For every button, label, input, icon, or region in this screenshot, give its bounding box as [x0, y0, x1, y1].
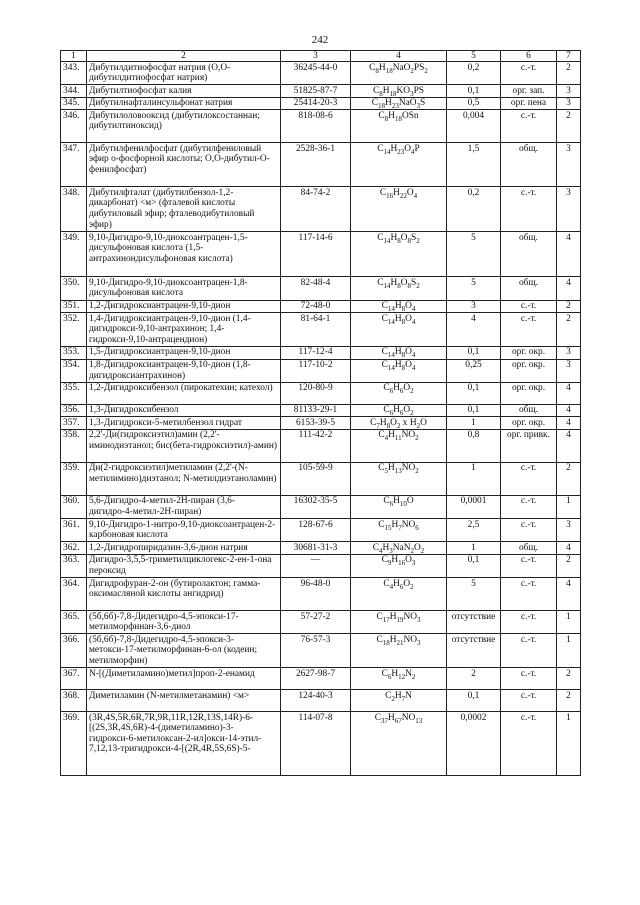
table-row: [61, 462, 581, 495]
norm-value: 1: [447, 542, 501, 555]
hazard-class: 3: [557, 359, 581, 382]
row-number: 354.: [61, 359, 87, 382]
hazard-indicator: с.-т.: [501, 62, 557, 85]
hazard-class: 1: [557, 634, 581, 668]
cas-number: 117-12-4: [281, 346, 351, 359]
hazard-indicator: с.-т.: [501, 110, 557, 143]
norm-value: 0,004: [447, 110, 501, 143]
norm-value: 5: [447, 277, 501, 300]
cas-number: 2528-36-1: [281, 143, 351, 187]
norm-value: 1: [447, 417, 501, 430]
row-number: 343.: [61, 62, 87, 85]
hazard-indicator: с.-т.: [501, 554, 557, 577]
hazard-class: 2: [557, 554, 581, 577]
norm-value: 0,1: [447, 404, 501, 417]
row-number: 359.: [61, 462, 87, 495]
row-number: 366.: [61, 634, 87, 668]
norm-value: 0,1: [447, 85, 501, 98]
cas-number: 36245-44-0: [281, 62, 351, 85]
hazard-class: 3: [557, 187, 581, 232]
chemical-formula: $C_4H_{11}NO_2$: [351, 429, 447, 462]
chemical-formula: $C_{17}H_{19}NO_3$: [351, 611, 447, 634]
row-number: 365.: [61, 611, 87, 634]
row-number: 353.: [61, 346, 87, 359]
cas-number: 16302-35-5: [281, 495, 351, 518]
chemical-formula: $C_{14}H_8O_8S_2$: [351, 232, 447, 277]
norm-value: 0,1: [447, 346, 501, 359]
row-number: 364.: [61, 578, 87, 611]
table-row: [61, 495, 581, 518]
hazard-class: 2: [557, 300, 581, 313]
table-row: [61, 232, 581, 277]
chemical-formula: $C_6H_6O_2$: [351, 382, 447, 404]
norm-value: 0,2: [447, 62, 501, 85]
substance-name: Дибутилфенилфосфат (дибутилфениловый эфир о-фосфорной кислоты; O,O-дибутил-O-фенилфосфат): [87, 143, 281, 187]
substance-name: 1,4-Дигидроксиантрацен-9,10-дион (1,4-дигидрокси-9,10-антрахинон; 1,4-гидрокси-9,10-антрацендион): [87, 313, 281, 347]
table-row: [61, 690, 581, 712]
substance-name: 9,10-Дигидро-9,10-диоксоантрацен-1,8-дисульфоновая кислота: [87, 277, 281, 300]
header-row: [61, 51, 581, 62]
hazard-indicator: орг. окр.: [501, 382, 557, 404]
table-row: [61, 578, 581, 611]
hazard-class: 3: [557, 519, 581, 542]
chemical-formula: $C_2H_7N$: [351, 690, 447, 712]
column-header: 1: [61, 51, 87, 62]
hazard-class: 4: [557, 417, 581, 430]
hazard-class: 1: [557, 712, 581, 776]
row-number: 344.: [61, 85, 87, 98]
norm-value: 0,25: [447, 359, 501, 382]
cas-number: 51825-87-7: [281, 85, 351, 98]
chemical-formula: $C_9H_{16}O_3$: [351, 554, 447, 577]
hazard-indicator: с.-т.: [501, 462, 557, 495]
hazard-indicator: общ.: [501, 143, 557, 187]
cas-number: 72-48-0: [281, 300, 351, 313]
norm-value: 4: [447, 313, 501, 347]
chemical-formula: $C_{37}H_{67}NO_{13}$: [351, 712, 447, 776]
row-number: 363.: [61, 554, 87, 577]
hazard-class: 3: [557, 85, 581, 98]
norm-value: 0,8: [447, 429, 501, 462]
chemical-formula: $C_{14}H_8O_4$: [351, 359, 447, 382]
column-header: 5: [447, 51, 501, 62]
hazard-indicator: с.-т.: [501, 578, 557, 611]
chemical-formula: $C_{14}H_{23}O_4P$: [351, 143, 447, 187]
table-row: [61, 346, 581, 359]
norm-value: 2: [447, 668, 501, 690]
cas-number: 120-80-9: [281, 382, 351, 404]
norm-value: 0,1: [447, 554, 501, 577]
hazard-class: 2: [557, 668, 581, 690]
chemical-formula: $C_5H_{13}NO_2$: [351, 462, 447, 495]
table-row: [61, 668, 581, 690]
chemical-formula: $C_{14}H_8O_4$: [351, 346, 447, 359]
chemical-formula: $C_{15}H_7NO_6$: [351, 519, 447, 542]
substance-name: Дибутилоловооксид (дибутилоксостаннан; дибутилтиноксид): [87, 110, 281, 143]
table-row: [61, 542, 581, 555]
chemical-formula: $C_{16}H_{22}O_4$: [351, 187, 447, 232]
hazard-class: 4: [557, 578, 581, 611]
substance-name: 1,2-Дигидроксибензол (пирокатехин; катехол): [87, 382, 281, 404]
table-row: [61, 110, 581, 143]
table-body: [61, 62, 581, 776]
chemical-formula: $C_6H_{10}O$: [351, 495, 447, 518]
chemical-formula: $C_6H_{12}N_2$: [351, 668, 447, 690]
cas-number: 114-07-8: [281, 712, 351, 776]
hazard-class: 4: [557, 232, 581, 277]
table-row: [61, 611, 581, 634]
chemical-formula: $C_4H_3NaN_2O_2$: [351, 542, 447, 555]
table-row: [61, 277, 581, 300]
table-row: [61, 62, 581, 85]
hazard-indicator: с.-т.: [501, 634, 557, 668]
cas-number: 124-40-3: [281, 690, 351, 712]
page-number: 242: [311, 34, 329, 46]
hazard-class: 4: [557, 404, 581, 417]
table-row: [61, 417, 581, 430]
norm-value: 0,5: [447, 97, 501, 110]
cas-number: 96-48-0: [281, 578, 351, 611]
substance-name: Диметиламин (N-метилметанамин) <м>: [87, 690, 281, 712]
norm-value: 0,0001: [447, 495, 501, 518]
hazard-class: 1: [557, 611, 581, 634]
hazard-class: 3: [557, 346, 581, 359]
cas-number: 82-48-4: [281, 277, 351, 300]
hazard-indicator: с.-т.: [501, 690, 557, 712]
substance-name: 9,10-Дигидро-9,10-диоксоантрацен-1,5-дисульфоновая кислота (1,5-антрахинондисульфоновая кислота): [87, 232, 281, 277]
norm-value: 0,0002: [447, 712, 501, 776]
chemical-formula: $C_6H_6O_2$: [351, 404, 447, 417]
hazard-indicator: с.-т.: [501, 712, 557, 776]
hazard-indicator: с.-т.: [501, 313, 557, 347]
cas-number: 111-42-2: [281, 429, 351, 462]
row-number: 348.: [61, 187, 87, 232]
substance-name: 1,5-Дигидроксиантрацен-9,10-дион: [87, 346, 281, 359]
cas-number: 105-59-9: [281, 462, 351, 495]
substance-name: Дибутилдитиофосфат натрия (O,O-дибутилдитиофосфат натрия): [87, 62, 281, 85]
table-row: [61, 429, 581, 462]
chemical-formula: $C_{14}H_8O_8S_2$: [351, 277, 447, 300]
norm-value: 5: [447, 232, 501, 277]
substance-table: [60, 50, 581, 776]
cas-number: 117-10-2: [281, 359, 351, 382]
hazard-indicator: с.-т.: [501, 611, 557, 634]
table-row: [61, 404, 581, 417]
cas-number: 128-67-6: [281, 519, 351, 542]
substance-name: 1,8-Дигидроксиантрацен-9,10-дион (1,8-дигидроксиантрахинон): [87, 359, 281, 382]
norm-value: 5: [447, 578, 501, 611]
hazard-indicator: орг. окр.: [501, 346, 557, 359]
hazard-indicator: орг. пена: [501, 97, 557, 110]
cas-number: 81-64-1: [281, 313, 351, 347]
hazard-indicator: орг. зап.: [501, 85, 557, 98]
substance-name: (3R,4S,5R,6R,7R,9R,11R,12R,13S,14R)-6-[(2S,3R,4S,6R)-4-(диметиламино)-3-гидрокси-6-метилоксан-2-ил]окси-14-этил- 7,12,13-тригидрокси-4-[(2R,4R,5S,6S)-5-: [87, 712, 281, 776]
chemical-formula: $C_8H_{18}KO_3PS$: [351, 85, 447, 98]
substance-name: 1,2-Дигидроксиантрацен-9,10-дион: [87, 300, 281, 313]
hazard-indicator: с.-т.: [501, 668, 557, 690]
row-number: 362.: [61, 542, 87, 555]
chemical-formula: $C_{14}H_8O_4$: [351, 300, 447, 313]
row-number: 355.: [61, 382, 87, 404]
norm-value: 1,5: [447, 143, 501, 187]
norm-value: отсутствие: [447, 611, 501, 634]
chemical-formula: $C_7H_8O_2$ x $H_2O$: [351, 417, 447, 430]
table-row: [61, 712, 581, 776]
cas-number: 117-14-6: [281, 232, 351, 277]
table-row: [61, 97, 581, 110]
chemical-formula: $C_{18}H_{21}NO_3$: [351, 634, 447, 668]
column-header: 2: [87, 51, 281, 62]
chemical-formula: $C_{18}H_{23}NaO_3S$: [351, 97, 447, 110]
column-header: 7: [557, 51, 581, 62]
cas-number: 30681-31-3: [281, 542, 351, 555]
hazard-class: 2: [557, 690, 581, 712]
norm-value: 3: [447, 300, 501, 313]
hazard-indicator: с.-т.: [501, 519, 557, 542]
row-number: 349.: [61, 232, 87, 277]
cas-number: 2627-98-7: [281, 668, 351, 690]
hazard-indicator: с.-т.: [501, 187, 557, 232]
table-row: [61, 634, 581, 668]
column-header: 3: [281, 51, 351, 62]
table-row: [61, 519, 581, 542]
table-row: [61, 300, 581, 313]
cas-number: 818-08-6: [281, 110, 351, 143]
substance-name: Дигидро-3,5,5-триметилциклогекс-2-ен-1-она пероксид: [87, 554, 281, 577]
substance-name: 9,10-Дигидро-1-нитро-9,10-диоксоантрацен-2-карбоновая кислота: [87, 519, 281, 542]
table-row: [61, 554, 581, 577]
substance-name: 2,2'-Ди(гидроксиэтил)амин (2,2'-иминодиэтанол; бис(бета-гидроксиэтил)-амин): [87, 429, 281, 462]
hazard-indicator: орг. окр.: [501, 417, 557, 430]
row-number: 350.: [61, 277, 87, 300]
cas-number: 81133-29-1: [281, 404, 351, 417]
table-row: [61, 85, 581, 98]
chemical-formula: $C_{14}H_8O_4$: [351, 313, 447, 347]
hazard-class: 4: [557, 277, 581, 300]
substance-name: (5б,6б)-7,8-Дидегидро-4,5-эпокси-17-метилморфинан-3,6-диол: [87, 611, 281, 634]
substance-name: Дигидрофуран-2-он (бутиролактон; гамма-оксимасляной кислоты ангидрид): [87, 578, 281, 611]
hazard-class: 4: [557, 382, 581, 404]
norm-value: 0,2: [447, 187, 501, 232]
hazard-indicator: с.-т.: [501, 495, 557, 518]
cas-number: —: [281, 554, 351, 577]
substance-name: 1,3-Дигидроксибензол: [87, 404, 281, 417]
chemical-formula: $C_8H_{18}OSn$: [351, 110, 447, 143]
cas-number: 76-57-3: [281, 634, 351, 668]
row-number: 346.: [61, 110, 87, 143]
hazard-class: 4: [557, 542, 581, 555]
substance-name: Ди(2-гидроксиэтил)метиламин (2,2'-(N-метилимино)диэтанол; N-метилдиэтаноламин): [87, 462, 281, 495]
chemical-formula: $C_4H_6O_2$: [351, 578, 447, 611]
cas-number: 6153-39-5: [281, 417, 351, 430]
row-number: 357.: [61, 417, 87, 430]
row-number: 361.: [61, 519, 87, 542]
norm-value: 2,5: [447, 519, 501, 542]
norm-value: 0,1: [447, 382, 501, 404]
hazard-class: 2: [557, 462, 581, 495]
row-number: 367.: [61, 668, 87, 690]
column-header: 4: [351, 51, 447, 62]
table-row: [61, 359, 581, 382]
table-row: [61, 187, 581, 232]
hazard-indicator: орг. привк.: [501, 429, 557, 462]
hazard-indicator: общ.: [501, 277, 557, 300]
norm-value: 1: [447, 462, 501, 495]
hazard-indicator: общ.: [501, 404, 557, 417]
table-row: [61, 313, 581, 347]
norm-value: 0,1: [447, 690, 501, 712]
table-row: [61, 382, 581, 404]
substance-name: Дибутилфталат (дибутилбензол-1,2-дикарбонат) <м> (фталевой кислоты дибутиловый эфир; фталеводибутиловый эфир): [87, 187, 281, 232]
row-number: 347.: [61, 143, 87, 187]
substance-name: 1,3-Дигидрокси-5-метилбензол гидрат: [87, 417, 281, 430]
hazard-class: 2: [557, 110, 581, 143]
chemical-formula: $C_8H_{18}NaO_2PS_2$: [351, 62, 447, 85]
substance-name: 1,2-Дигидропиридазин-3,6-дион натрия: [87, 542, 281, 555]
substance-name: 5,6-Дигидро-4-метил-2H-пиран (3,6-дигидро-4-метил-2H-пиран): [87, 495, 281, 518]
row-number: 345.: [61, 97, 87, 110]
norm-value: отсутствие: [447, 634, 501, 668]
substance-name: N-[(Диметиламино)метил]проп-2-енамид: [87, 668, 281, 690]
cas-number: 84-74-2: [281, 187, 351, 232]
row-number: 352.: [61, 313, 87, 347]
substance-name: Дибутилнафталинсульфонат натрия: [87, 97, 281, 110]
hazard-class: 1: [557, 495, 581, 518]
row-number: 368.: [61, 690, 87, 712]
hazard-class: 3: [557, 97, 581, 110]
row-number: 360.: [61, 495, 87, 518]
substance-name: (5б,6б)-7,8-Дидегидро-4,5-эпокси-3-метокси-17-метилморфинан-6-ол (кодеин; метилморфин): [87, 634, 281, 668]
hazard-class: 2: [557, 313, 581, 347]
row-number: 356.: [61, 404, 87, 417]
table-row: [61, 143, 581, 187]
cas-number: 57-27-2: [281, 611, 351, 634]
row-number: 358.: [61, 429, 87, 462]
hazard-indicator: с.-т.: [501, 300, 557, 313]
hazard-indicator: орг. окр.: [501, 359, 557, 382]
hazard-indicator: общ.: [501, 542, 557, 555]
substance-name: Дибутилтиофосфат калия: [87, 85, 281, 98]
cas-number: 25414-20-3: [281, 97, 351, 110]
hazard-class: 4: [557, 429, 581, 462]
row-number: 369.: [61, 712, 87, 776]
row-number: 351.: [61, 300, 87, 313]
hazard-indicator: общ.: [501, 232, 557, 277]
hazard-class: 2: [557, 62, 581, 85]
column-header: 6: [501, 51, 557, 62]
hazard-class: 3: [557, 143, 581, 187]
